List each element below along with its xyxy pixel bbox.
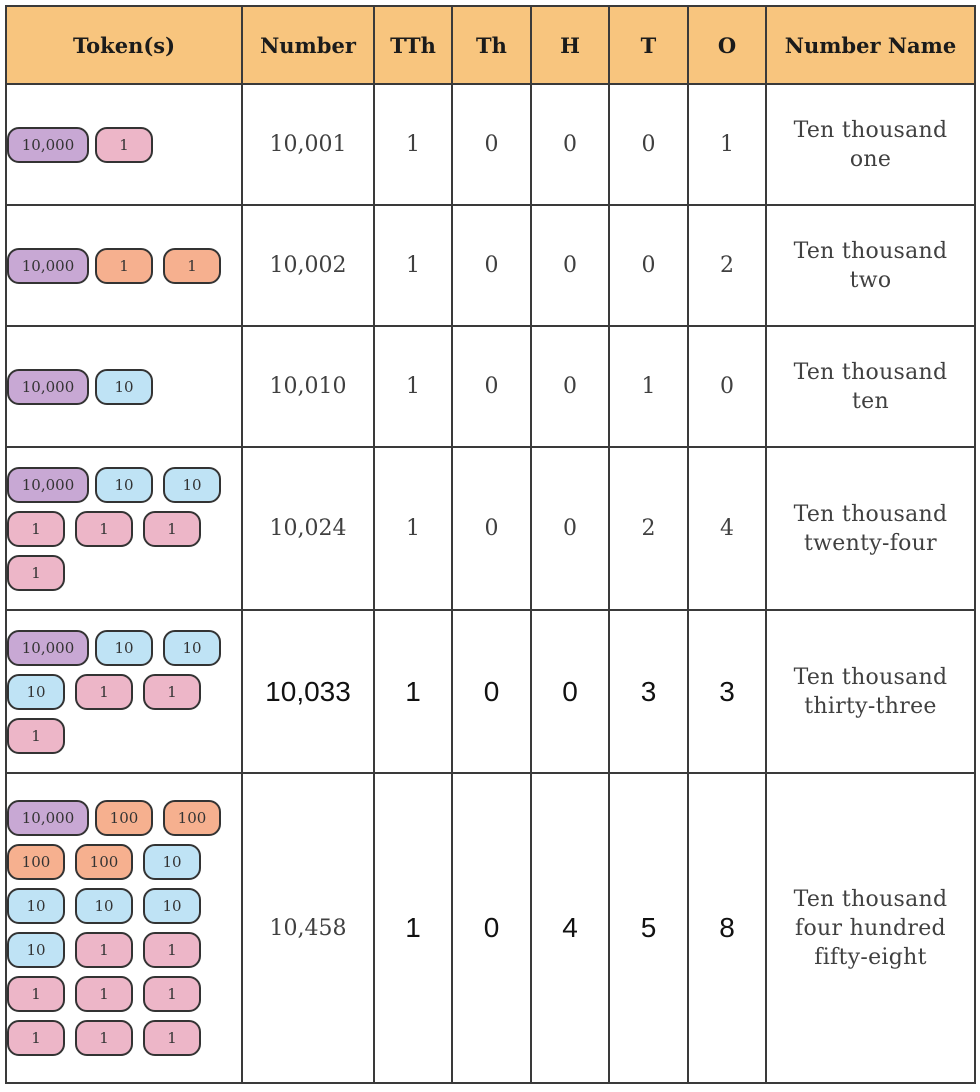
header-hundreds: H [531, 6, 609, 84]
tens-digit: 3 [609, 610, 688, 773]
number-name-cell [766, 205, 975, 326]
place-value-token: 1 [75, 976, 133, 1012]
number-name-line: Ten thousand [793, 238, 948, 264]
number-name-line: Ten thousand [793, 886, 948, 912]
ones-digit: 3 [688, 610, 766, 773]
number-cell: 10,001 [242, 84, 374, 205]
place-value-token: 1 [75, 932, 133, 968]
place-value-token: 10 [163, 630, 221, 666]
number-name-line: Ten thousand [793, 359, 948, 385]
number-cell: 10,458 [242, 773, 374, 1083]
number-name-line: twenty-four [804, 530, 937, 556]
place-value-token: 10 [143, 888, 201, 924]
table-row [6, 773, 975, 1083]
tens-digit: 0 [609, 205, 688, 326]
number-name-cell [766, 610, 975, 773]
number-name-cell [766, 447, 975, 610]
place-value-token: 10,000 [7, 248, 89, 284]
ten-thousands-digit: 1 [374, 326, 452, 447]
place-value-token: 10,000 [7, 800, 89, 836]
place-value-token: 10,000 [7, 369, 89, 405]
header-row [6, 6, 975, 84]
tens-digit: 1 [609, 326, 688, 447]
thousands-digit: 0 [452, 610, 531, 773]
tokens-cell [6, 326, 242, 447]
place-value-token: 1 [163, 248, 221, 284]
thousands-digit: 0 [452, 205, 531, 326]
tokens-cell [6, 773, 242, 1083]
place-value-token: 10,000 [7, 630, 89, 666]
place-value-token: 1 [143, 674, 201, 710]
token-group [7, 365, 235, 409]
number-cell: 10,010 [242, 326, 374, 447]
place-value-token: 1 [7, 511, 65, 547]
token-group [7, 463, 235, 595]
place-value-token: 1 [95, 248, 153, 284]
number-cell: 10,002 [242, 205, 374, 326]
place-value-token: 10 [95, 630, 153, 666]
place-value-token: 1 [7, 718, 65, 754]
header-number: Number [242, 6, 374, 84]
token-group [7, 796, 235, 1060]
place-value-token: 1 [143, 976, 201, 1012]
place-value-token: 1 [7, 555, 65, 591]
place-value-token: 1 [143, 1020, 201, 1056]
place-value-token: 1 [143, 932, 201, 968]
hundreds-digit: 4 [531, 773, 609, 1083]
table-row [6, 326, 975, 447]
ten-thousands-digit: 1 [374, 610, 452, 773]
place-value-token: 100 [163, 800, 221, 836]
thousands-digit: 0 [452, 773, 531, 1083]
number-name-line: Ten thousand [793, 501, 948, 527]
place-value-token: 10,000 [7, 467, 89, 503]
place-value-token: 1 [75, 511, 133, 547]
number-name-line: Ten thousand [793, 117, 948, 143]
header-thousands: Th [452, 6, 531, 84]
ones-digit: 8 [688, 773, 766, 1083]
header-tens: T [609, 6, 688, 84]
place-value-token: 10 [95, 467, 153, 503]
number-cell: 10,033 [242, 610, 374, 773]
header-tokens: Token(s) [6, 6, 242, 84]
ones-digit: 2 [688, 205, 766, 326]
number-name-line: fifty-eight [814, 944, 927, 970]
tokens-cell [6, 205, 242, 326]
hundreds-digit: 0 [531, 610, 609, 773]
place-value-token: 1 [143, 511, 201, 547]
ones-digit: 4 [688, 447, 766, 610]
place-value-token: 10 [75, 888, 133, 924]
place-value-token: 1 [95, 127, 153, 163]
number-name-cell [766, 84, 975, 205]
hundreds-digit: 0 [531, 205, 609, 326]
number-name-line: ten [852, 388, 889, 414]
place-value-token: 10 [7, 888, 65, 924]
number-name-line: Ten thousand [793, 664, 948, 690]
number-name-cell [766, 326, 975, 447]
number-name-cell [766, 773, 975, 1083]
hundreds-digit: 0 [531, 447, 609, 610]
number-cell: 10,024 [242, 447, 374, 610]
ten-thousands-digit: 1 [374, 447, 452, 610]
ones-digit: 1 [688, 84, 766, 205]
tokens-cell [6, 610, 242, 773]
tens-digit: 0 [609, 84, 688, 205]
place-value-token: 10 [95, 369, 153, 405]
place-value-token: 10 [143, 844, 201, 880]
place-value-token: 1 [75, 1020, 133, 1056]
thousands-digit: 0 [452, 447, 531, 610]
tens-digit: 2 [609, 447, 688, 610]
thousands-digit: 0 [452, 326, 531, 447]
place-value-token: 10 [7, 674, 65, 710]
header-ones: O [688, 6, 766, 84]
hundreds-digit: 0 [531, 84, 609, 205]
ones-digit: 0 [688, 326, 766, 447]
place-value-token: 10 [163, 467, 221, 503]
hundreds-digit: 0 [531, 326, 609, 447]
place-value-token: 100 [75, 844, 133, 880]
table-row [6, 610, 975, 773]
token-group [7, 626, 235, 758]
tens-digit: 5 [609, 773, 688, 1083]
table-row [6, 447, 975, 610]
place-value-token: 100 [95, 800, 153, 836]
place-value-token: 1 [7, 1020, 65, 1056]
place-value-token: 10,000 [7, 127, 89, 163]
place-value-table [5, 5, 976, 1084]
number-name-line: thirty-three [804, 693, 937, 719]
table-row [6, 205, 975, 326]
ten-thousands-digit: 1 [374, 773, 452, 1083]
table-row [6, 84, 975, 205]
ten-thousands-digit: 1 [374, 84, 452, 205]
place-value-token: 10 [7, 932, 65, 968]
number-name-line: four hundred [795, 915, 946, 941]
tokens-cell [6, 84, 242, 205]
number-name-line: one [849, 146, 892, 172]
place-value-token: 100 [7, 844, 65, 880]
place-value-token: 1 [7, 976, 65, 1012]
tokens-cell [6, 447, 242, 610]
thousands-digit: 0 [452, 84, 531, 205]
ten-thousands-digit: 1 [374, 205, 452, 326]
place-value-token: 1 [75, 674, 133, 710]
token-group [7, 244, 235, 288]
number-name-line: two [849, 267, 892, 293]
token-group [7, 123, 235, 167]
header-ten-thousands: TTh [374, 6, 452, 84]
header-number-name: Number Name [766, 6, 975, 84]
